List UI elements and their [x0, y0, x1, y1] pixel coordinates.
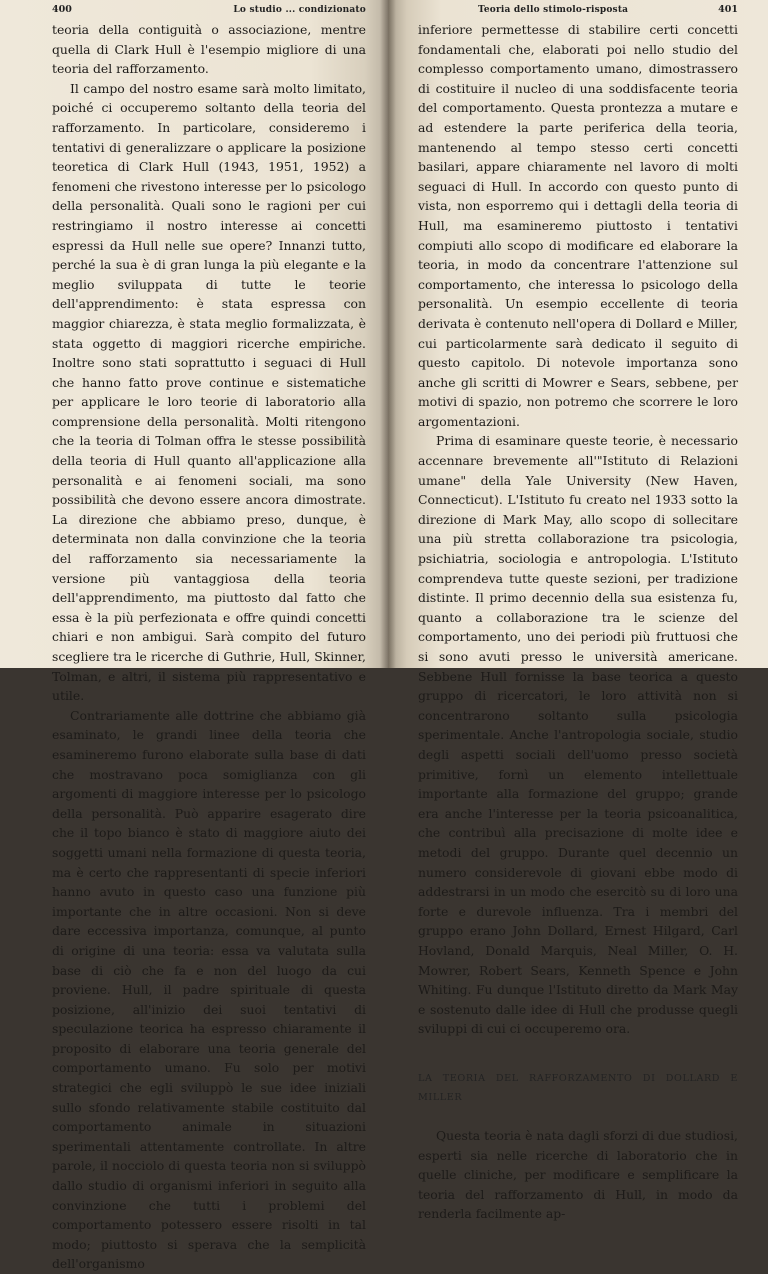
right-body-text: [418, 20, 738, 1224]
right-paragraph: Prima di esaminare queste teorie, è necessario accennare brevemente all'"Istituto di Relazioni umane" della Yale University (New Haven, Connecticut). L'Istituto fu creato nel 1933 sotto la direzione di Mark May, allo scopo di sollecitare una più stretta collaborazione tra psicologia, psichiatria, sociologia e antropologia. L'Istituto comprendeva tutte queste sezioni, per tradizione distinte. Il primo decennio della sua esistenza fu, quanto a collaborazione tra le scienze del comportamento, uno dei periodi più fruttuosi che si sono avuti presso le università americane. Sebbene Hull fornisse la base teorica a questo gruppo di ricercatori, le loro attività non si concentrarono soltanto sulla psicologia sperimentale. Anche l'antropologia sociale, studio degli aspetti sociali dell'uomo presso società primitive, fornì un elemento intellettuale importante alla formazione del gruppo; grande era anche l'interesse per la teoria psicoanalitica, che contribuì alla precisazione di molte idee e metodi del gruppo. Durante quel decennio un numero considerevole di giovani ebbe modo di addestrarsi in un modo che esercitò su di loro una forte e durevole influenza. Tra i membri del gruppo erano John Dollard, Ernest Hilgard, Carl Hovland, Donald Marquis, Neal Miller, O. H. Mowrer, Robert Sears, Kenneth Spence e John Whiting. Fu dunque l'Istituto diretto da Mark May e sostenuto dalle idee di Hull che produsse quegli sviluppi di cui ci occuperemo ora.: [418, 433, 738, 1037]
left-body-text: [52, 20, 366, 1274]
right-running-head: [418, 4, 738, 18]
right-paragraph: inferiore permettesse di stabilire certi concetti fondamentali che, elaborati poi nello studio del complesso comportamento umano, dimostrassero di costituire il nucleo di una soddisfacente teoria del comportamento. Questa prontezza a mutare e ad estendere la parte periferica della teoria, mantenendo al tempo stesso certi concetti basilari, appare chiaramente nel lavoro di molti seguaci di Hull. In accordo con questo punto di vista, non esporremo qui i dettagli della teoria di Hull, ma esamineremo piuttosto i tentativi compiuti allo scopo di modificare ed elaborare la teoria, in modo da concentrare l'attenzione sul comportamento, che interessa lo psicologo della personalità. Un esempio eccellente di teoria derivata è contenuto nell'opera di Dollard e Miller, cui particolarmente sarà dedicato il seguito di questo capitolo. Di notevole importanza sono anche gli scritti di Mowrer e Sears, sebbene, per motivi di spazio, non potremo che scorrere le loro argomentazioni.: [418, 22, 738, 429]
book-gutter: [380, 0, 396, 668]
right-page: [388, 0, 768, 1222]
left-paragraph: teoria della contiguità o associazione, mentre quella di Clark Hull è l'esempio migliore di una teoria del rafforzamento.: [52, 22, 366, 77]
section-paragraph: Questa teoria è nata dagli sforzi di due studiosi, esperti sia nelle ricerche di laboratorio che in quelle cliniche, per modificare e semplificare la teoria del rafforzamento di Hull, in modo da renderla facilmente ap-: [418, 1128, 738, 1222]
right-running-head-title: Teoria dello stimolo-risposta: [478, 5, 629, 15]
left-paragraph: Il campo del nostro esame sarà molto limitato, poiché ci occuperemo soltanto della teoria del rafforzamento. In particolare, consideremo i tentativi di generalizzare o applicare la posizione teoretica di Clark Hull (1943, 1951, 1952) a fenomeni che rivestono interesse per lo psicologo della personalità. Quali sono le ragioni per cui restringiamo il nostro interesse ai concetti espressi da Hull nelle sue opere? Innanzi tutto, perché la sua è di gran lunga la più elegante e la meglio sviluppata di tutte le teorie dell'apprendimento: è stata espressa con maggior chiarezza, è stata meglio formalizzata, è stata oggetto di maggiori ricerche empiriche. Inoltre sono stati soprattutto i seguaci di Hull che hanno fatto prove continue e sistematiche per applicare le loro teorie di laboratorio alla comprensione della personalità. Molti ritengono che la teoria di Tolman offra le stesse possibilità della teoria di Hull quanto all'applicazione alla personalità e ai fenomeni sociali, ma sono possibilità che devono essere ancora dimostrate. La direzione che abbiamo preso, dunque, è determinata non dalla convinzione che la teoria del rafforzamento sia necessariamente la versione più vantaggiosa della teoria dell'apprendimento, ma piuttosto dal fatto che essa è la più perfezionata e offre quindi concetti chiari e non ambigui. Sarà compito del futuro scegliere tra le ricerche di Guthrie, Hull, Skinner, Tolman, e altri, il sistema più rappresentativo e utile.: [52, 80, 366, 704]
section-heading: LA TEORIA DEL RAFFORZAMENTO DI DOLLARD E MILLER: [418, 1072, 738, 1104]
right-page-number: 401: [718, 4, 738, 15]
left-running-head: [52, 4, 366, 18]
left-running-head-title: Lo studio ... condizionato: [233, 5, 366, 15]
left-paragraph: Contrariamente alle dottrine che abbiamo già esaminato, le grandi linee della teoria che esamineremo furono elaborate sulla base di dati che mostravano poca somiglianza con gli argomenti di maggiore interesse per lo psicologo della personalità. Può apparire esagerato dire che il topo bianco è stato di maggiore aiuto dei soggetti umani nella formazione di questa teoria, ma è certo che rappresentanti di specie inferiori hanno avuto in questo caso una funzione più importante che in altre occasioni. Non si deve dare eccessiva importanza, comunque, al punto di origine di una teoria: essa va valutata sulla base di ciò che fa e non del luogo da cui proviene. Hull, il padre spirituale di questa posizione, all'inizio dei suoi tentativi di speculazione teorica ha espresso chiaramente il proposito di elaborare una teoria generale del comportamento umano. Fu solo per motivi strategici che egli sviluppò le sue idee iniziali sullo sfondo relativamente stabile costituito dal comportamento animale in situazioni sperimentali attentamente controllate. In altre parole, il nocciolo di questa teoria non si sviluppò dallo studio di organismi inferiori in seguito alla convinzione che tutti i problemi del comportamento potessero essere risolti in tal modo; piuttosto si sperava che la semplicità dell'organismo: [52, 707, 366, 1272]
left-page-number: 400: [52, 4, 72, 15]
